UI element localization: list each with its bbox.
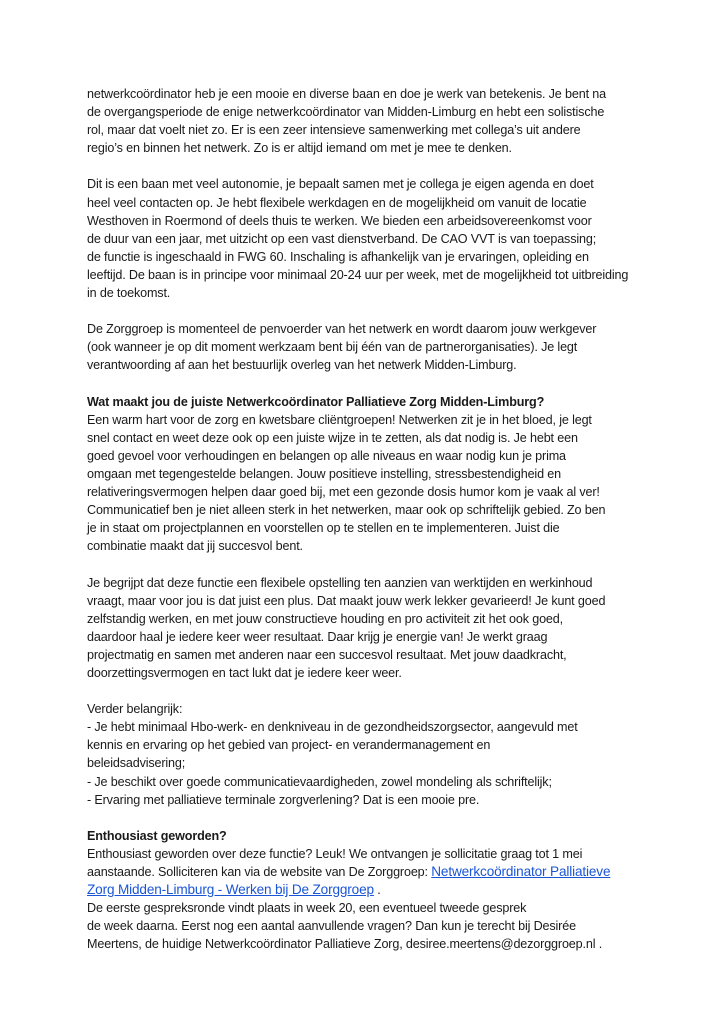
- text-line: vraagt, maar voor jou is dat juist een plus. Dat maakt jouw werk lekker gevarieerd! Je kunt goed: [87, 593, 606, 608]
- section-profile: [87, 393, 647, 556]
- paragraph-gap: [87, 375, 647, 393]
- requirements-list: [87, 700, 647, 809]
- vacancy-link-continued[interactable]: Zorg Midden-Limburg - Werken bij De Zorggroep: [87, 882, 374, 898]
- text-line: doorzettingsvermogen en tact lukt dat je iedere keer weer.: [87, 666, 402, 680]
- list-item: - Je hebt minimaal Hbo-werk- en denkniveau in de gezondheidszorgsector, aangevuld met: [87, 720, 578, 735]
- text-line: snel contact en weet deze ook op een juiste wijze in te zetten, als dat nodig is. Je hebt een: [87, 430, 578, 445]
- text-line: goed gevoel voor verhoudingen en belangen op alle niveaus en waar nodig kun je prima: [87, 448, 566, 463]
- document-body: [87, 85, 647, 954]
- text-line: Enthousiast geworden over deze functie? Leuk! We ontvangen je sollicitatie graag tot 1 mei: [87, 846, 583, 861]
- text-line: combinatie maakt dat jij succesvol bent.: [87, 539, 303, 554]
- text-line: verantwoording af aan het bestuurlijk overleg van het netwerk Midden-Limburg.: [87, 358, 517, 373]
- text-line: [87, 863, 647, 881]
- text-line: omgaan met tegengestelde belangen. Jouw positieve instelling, stressbestendigheid en: [87, 466, 561, 481]
- text-line: Een warm hart voor de zorg en kwetsbare cliëntgroepen! Netwerken zit je in het bloed, je legt: [87, 412, 592, 427]
- text-line: Westhoven in Roermond of deels thuis te werken. We bieden een arbeidsovereenkomst voor: [87, 213, 592, 228]
- text-line: De eerste gespreksronde vindt plaats in week 20, een eventueel tweede gesprek: [87, 901, 527, 916]
- paragraph-gap: [87, 157, 647, 175]
- text-line: je in staat om projectplannen en voorstellen op te stellen en te implementeren. Juist die: [87, 521, 560, 536]
- text-line: regio’s en binnen het netwerk. Zo is er altijd iemand om met je mee te denken.: [87, 141, 512, 156]
- text-fragment: .: [373, 883, 381, 898]
- text-line: Je begrijpt dat deze functie een flexibele opstelling ten aanzien van werktijden en werkinhoud: [87, 575, 593, 590]
- text-line: Meertens, de huidige Netwerkcoördinator Palliatieve Zorg, desiree.meertens@dezorggroep.nl .: [87, 937, 603, 952]
- section-apply: [87, 827, 647, 954]
- text-line: [87, 881, 647, 899]
- paragraph-gap: [87, 809, 647, 827]
- text-line: relativeringsvermogen helpen daar goed bij, met een gezonde dosis humor kom je vaak al ver!: [87, 485, 600, 500]
- text-line: de week daarna. Eerst nog een aantal aanvullende vragen? Dan kun je terecht bij Desirée: [87, 919, 576, 934]
- text-line: Communicatief ben je niet alleen sterk in het netwerken, maar ook op schriftelijk gebied. Zo ben: [87, 503, 606, 518]
- paragraph-gap: [87, 555, 647, 573]
- text-line: Dit is een baan met veel autonomie, je bepaalt samen met je collega je eigen agenda en doet: [87, 177, 594, 192]
- section-heading: Enthousiast geworden?: [87, 828, 227, 843]
- text-line: de overgangsperiode de enige netwerkcoördinator van Midden-Limburg en hebt een solistische: [87, 105, 605, 120]
- text-line: Verder belangrijk:: [87, 702, 183, 717]
- text-line: (ook wanneer je op dit moment werkzaam bent bij één van de partnerorganisaties). Je legt: [87, 340, 578, 355]
- paragraph-intro: [87, 85, 647, 157]
- text-line: heel veel contacten op. Je hebt flexibele werkdagen en de mogelijkheid om vanuit de locatie: [87, 195, 587, 210]
- text-line: de functie is ingeschaald in FWG 60. Inschaling is afhankelijk van je ervaringen, opleiding en: [87, 249, 589, 264]
- text-line: kennis en ervaring op het gebied van project- en verandermanagement en: [87, 738, 491, 753]
- text-line: zelfstandig werken, en met jouw constructieve houding en pro activiteit zit het ook goed,: [87, 611, 563, 626]
- paragraph-gap: [87, 302, 647, 320]
- paragraph-employer: [87, 320, 647, 374]
- text-line: netwerkcoördinator heb je een mooie en diverse baan en doe je werk van betekenis. Je bent na: [87, 87, 606, 101]
- text-line: beleidsadvisering;: [87, 756, 186, 771]
- text-line: in de toekomst.: [87, 286, 171, 301]
- text-line: daardoor haal je iedere keer weer resultaat. Daar krijg je energie van! Je werkt graag: [87, 629, 548, 644]
- text-line: projectmatig en samen met anderen naar een succesvol resultaat. Met jouw daadkracht,: [87, 647, 567, 662]
- list-item: - Je beschikt over goede communicatievaardigheden, zowel mondeling als schriftelijk;: [87, 774, 552, 789]
- text-line: rol, maar dat voelt niet zo. Er is een zeer intensieve samenwerking met collega’s uit andere: [87, 123, 581, 138]
- text-line: de duur van een jaar, met uitzicht op een vast dienstverband. De CAO VVT is van toepassing;: [87, 231, 597, 246]
- section-heading: Wat maakt jou de juiste Netwerkcoördinator Palliatieve Zorg Midden-Limburg?: [87, 394, 545, 409]
- text-fragment: aanstaande. Solliciteren kan via de website van De Zorggroep:: [87, 865, 432, 880]
- text-line: leeftijd. De baan is in principe voor minimaal 20-24 uur per week, met de mogelijkheid tot uitbreiding: [87, 267, 629, 282]
- paragraph-flexibility: [87, 574, 647, 683]
- text-line: De Zorggroep is momenteel de penvoerder van het netwerk en wordt daarom jouw werkgever: [87, 322, 597, 337]
- list-item: - Ervaring met palliatieve terminale zorgverlening? Dat is een mooie pre.: [87, 792, 480, 807]
- paragraph-autonomy: [87, 175, 647, 302]
- paragraph-gap: [87, 682, 647, 700]
- vacancy-link[interactable]: Netwerkcoördinator Palliatieve: [431, 864, 611, 880]
